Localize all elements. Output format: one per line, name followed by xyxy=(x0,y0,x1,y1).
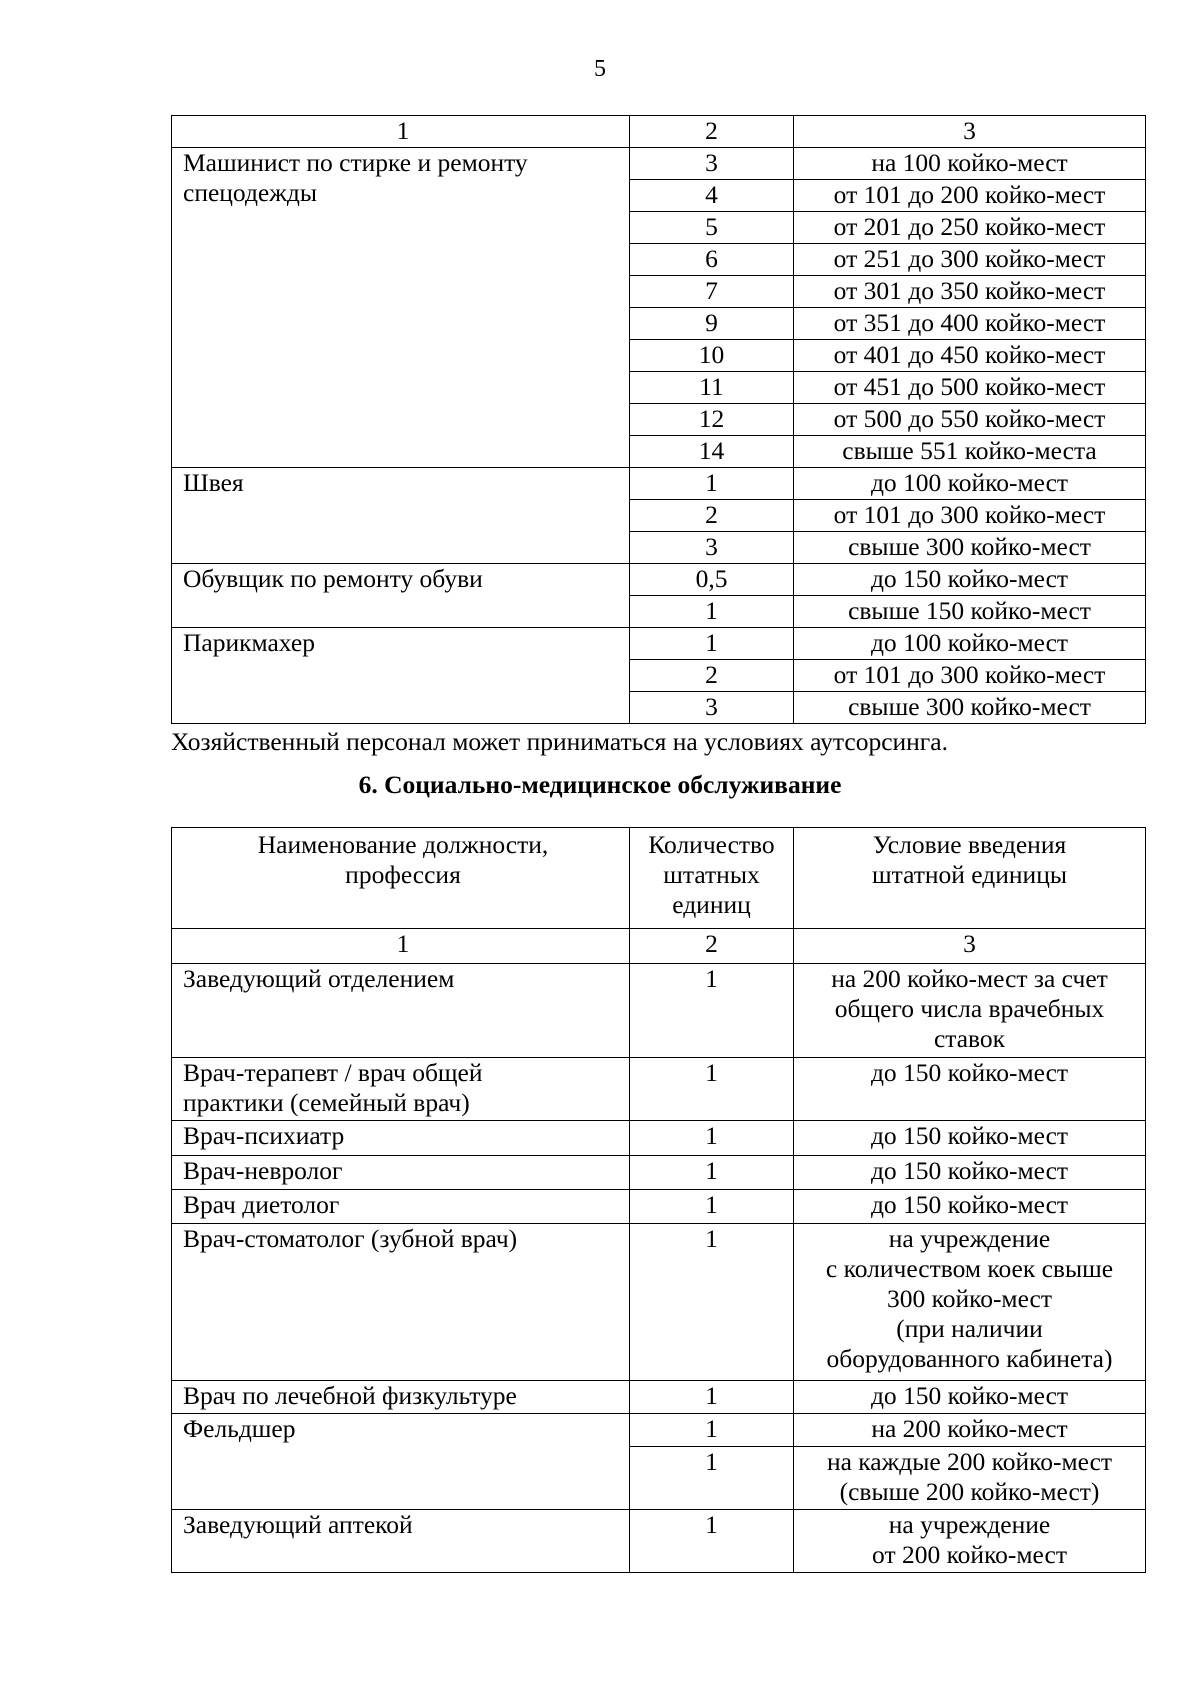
position-name: Врач-терапевт / врач общей практики (семейный врач) xyxy=(172,1058,630,1121)
condition: до 100 койко-мест xyxy=(794,468,1146,500)
staff-units: 1 xyxy=(630,1447,794,1510)
table-row xyxy=(172,1414,1146,1447)
staff-units: 1 xyxy=(630,1381,794,1414)
condition: от 351 до 400 койко-мест xyxy=(794,308,1146,340)
condition: на 100 койко-мест xyxy=(794,148,1146,180)
column-header: Количество штатных единиц xyxy=(630,828,794,929)
column-header: Условие введения штатной единицы xyxy=(794,828,1146,929)
staff-units: 1 xyxy=(630,1121,794,1156)
condition: до 100 койко-мест xyxy=(794,628,1146,660)
header-row xyxy=(172,828,1146,929)
staff-units: 1 xyxy=(630,1058,794,1121)
condition: от 451 до 500 койко-мест xyxy=(794,372,1146,404)
table-row xyxy=(172,468,1146,500)
table-row xyxy=(172,628,1146,660)
condition: свыше 300 койко-мест xyxy=(794,532,1146,564)
condition: от 251 до 300 койко-мест xyxy=(794,244,1146,276)
staff-units: 2 xyxy=(630,500,794,532)
column-number: 2 xyxy=(630,116,794,148)
staff-units: 1 xyxy=(630,596,794,628)
condition: свыше 300 койко-мест xyxy=(794,692,1146,724)
staff-units: 7 xyxy=(630,276,794,308)
condition: от 301 до 350 койко-мест xyxy=(794,276,1146,308)
staff-units: 1 xyxy=(630,468,794,500)
section-heading: 6. Социально-медицинское обслуживание xyxy=(358,770,842,799)
position-name: Врач-стоматолог (зубной врач) xyxy=(172,1224,630,1381)
position-name: Парикмахер xyxy=(172,628,630,724)
condition: от 201 до 250 койко-мест xyxy=(794,212,1146,244)
staff-units: 1 xyxy=(630,1510,794,1573)
table-row xyxy=(172,1381,1146,1414)
position-name: Швея xyxy=(172,468,630,564)
column-header: Наименование должности, профессия xyxy=(172,828,630,929)
staff-units: 3 xyxy=(630,532,794,564)
staff-units: 6 xyxy=(630,244,794,276)
condition: от 101 до 200 койко-мест xyxy=(794,180,1146,212)
condition: до 150 койко-мест xyxy=(794,1156,1146,1190)
condition: до 150 койко-мест xyxy=(794,1058,1146,1121)
position-name: Врач-невролог xyxy=(172,1156,630,1190)
position-name: Врач по лечебной физкультуре xyxy=(172,1381,630,1414)
staffing-table-household xyxy=(171,115,1146,724)
condition: от 401 до 450 койко-мест xyxy=(794,340,1146,372)
condition: до 150 койко-мест xyxy=(794,1381,1146,1414)
condition: от 101 до 300 койко-мест xyxy=(794,660,1146,692)
table-row xyxy=(172,964,1146,1058)
outsourcing-note: Хозяйственный персонал может приниматься на условиях аутсорсинга. xyxy=(171,727,948,756)
condition: свыше 551 койко-места xyxy=(794,436,1146,468)
column-number: 3 xyxy=(794,929,1146,964)
staff-units: 5 xyxy=(630,212,794,244)
column-number-row xyxy=(172,116,1146,148)
condition: до 150 койко-мест xyxy=(794,1121,1146,1156)
staff-units: 3 xyxy=(630,148,794,180)
staff-units: 1 xyxy=(630,1156,794,1190)
table-row xyxy=(172,1121,1146,1156)
staff-units: 1 xyxy=(630,1224,794,1381)
position-name: Заведующий отделением xyxy=(172,964,630,1058)
staff-units: 12 xyxy=(630,404,794,436)
column-number: 1 xyxy=(172,116,630,148)
table-row xyxy=(172,1224,1146,1381)
position-name: Врач диетолог xyxy=(172,1190,630,1224)
column-number-row xyxy=(172,929,1146,964)
staff-units: 10 xyxy=(630,340,794,372)
condition: на учреждение от 200 койко-мест xyxy=(794,1510,1146,1573)
position-name: Фельдшер xyxy=(172,1414,630,1510)
condition: на 200 койко-мест xyxy=(794,1414,1146,1447)
condition: свыше 150 койко-мест xyxy=(794,596,1146,628)
column-number: 3 xyxy=(794,116,1146,148)
staff-units: 4 xyxy=(630,180,794,212)
staff-units: 1 xyxy=(630,1414,794,1447)
table-row xyxy=(172,1510,1146,1573)
table-row xyxy=(172,564,1146,596)
staff-units: 2 xyxy=(630,660,794,692)
table-row xyxy=(172,148,1146,180)
position-name: Заведующий аптекой xyxy=(172,1510,630,1573)
table-row xyxy=(172,1156,1146,1190)
staff-units: 1 xyxy=(630,1190,794,1224)
staff-units: 11 xyxy=(630,372,794,404)
page-number: 5 xyxy=(594,56,606,82)
column-number: 1 xyxy=(172,929,630,964)
table-row xyxy=(172,1058,1146,1121)
position-name: Обувщик по ремонту обуви xyxy=(172,564,630,628)
position-name: Машинист по стирке и ремонту спецодежды xyxy=(172,148,630,468)
condition: на учреждение с количеством коек свыше 300 койко-мест (при наличии оборудованного кабинета) xyxy=(794,1224,1146,1381)
staff-units: 3 xyxy=(630,692,794,724)
staff-units: 0,5 xyxy=(630,564,794,596)
position-name: Врач-психиатр xyxy=(172,1121,630,1156)
staffing-table-medical xyxy=(171,827,1146,1573)
table-row xyxy=(172,1190,1146,1224)
condition: на каждые 200 койко-мест (свыше 200 койко-мест) xyxy=(794,1447,1146,1510)
condition: от 101 до 300 койко-мест xyxy=(794,500,1146,532)
staff-units: 1 xyxy=(630,628,794,660)
condition: от 500 до 550 койко-мест xyxy=(794,404,1146,436)
condition: до 150 койко-мест xyxy=(794,1190,1146,1224)
condition: до 150 койко-мест xyxy=(794,564,1146,596)
column-number: 2 xyxy=(630,929,794,964)
staff-units: 1 xyxy=(630,964,794,1058)
staff-units: 9 xyxy=(630,308,794,340)
condition: на 200 койко-мест за счет общего числа врачебных ставок xyxy=(794,964,1146,1058)
staff-units: 14 xyxy=(630,436,794,468)
